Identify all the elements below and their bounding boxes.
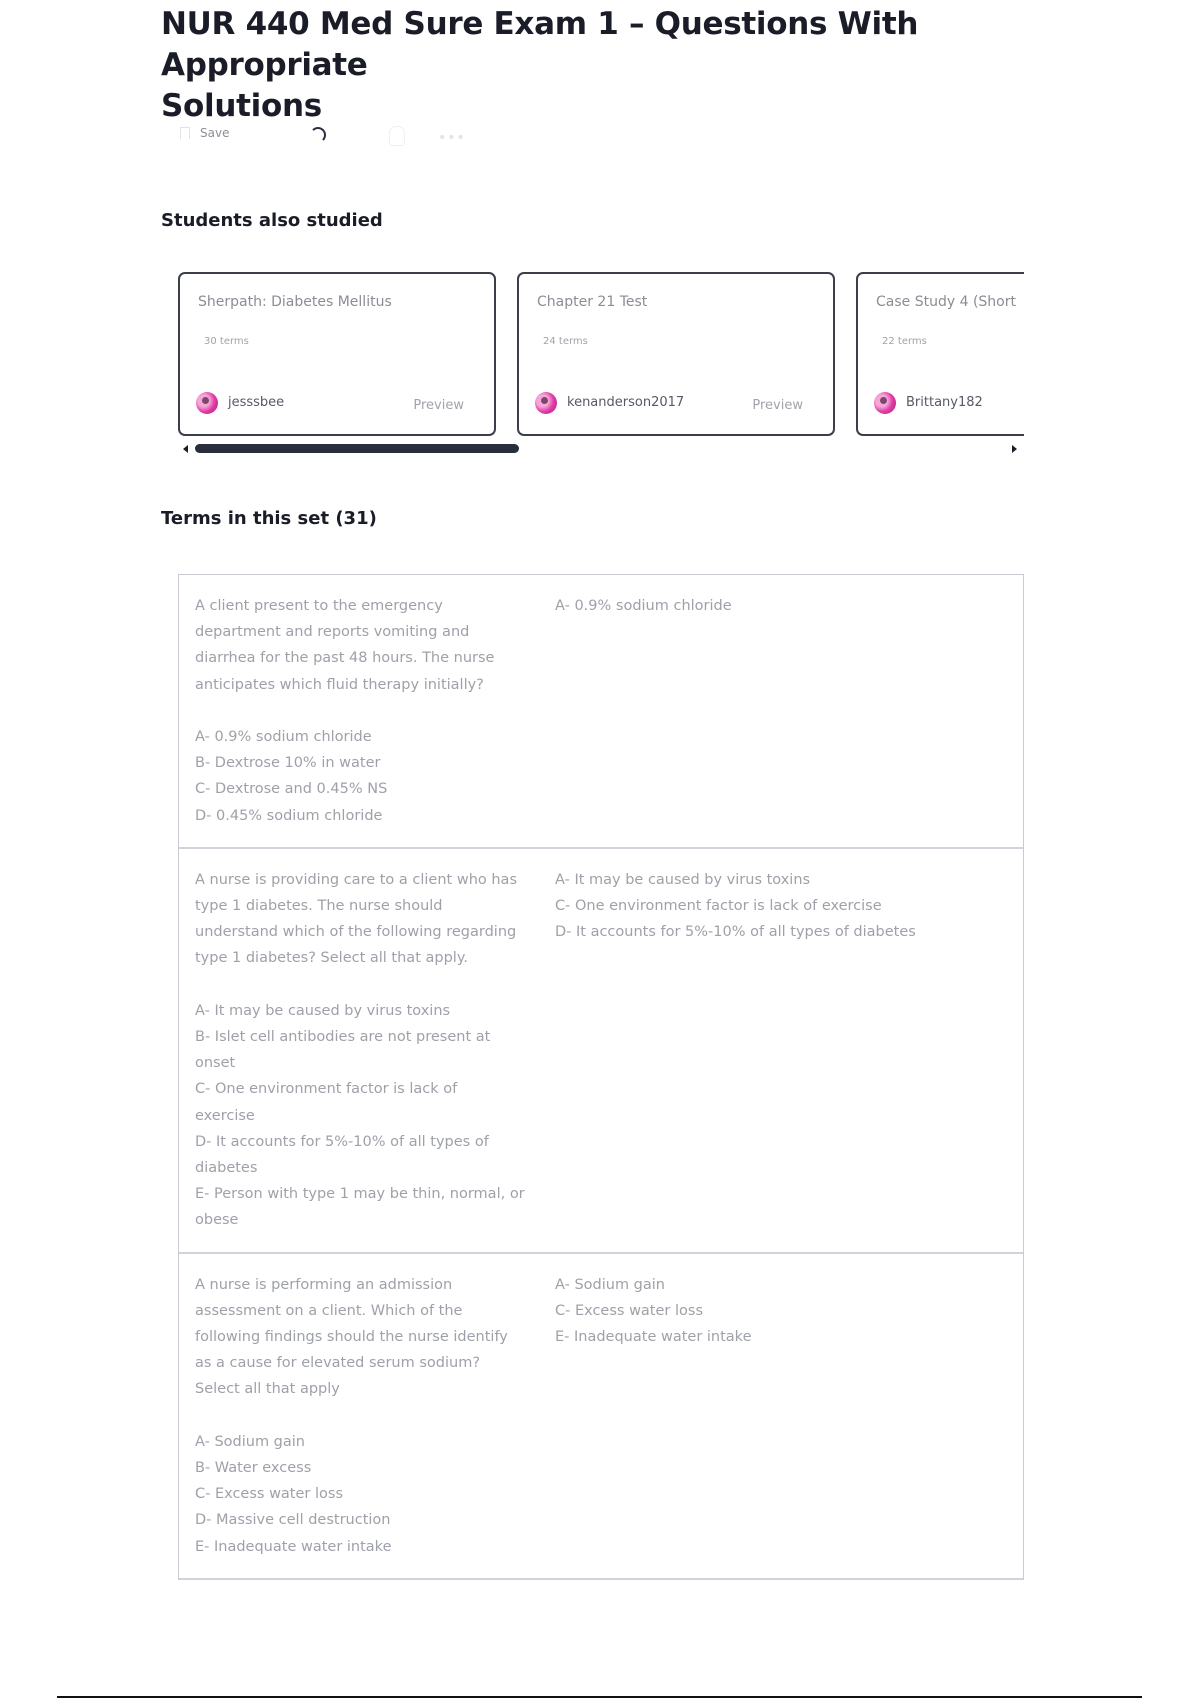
term-question-line: diarrhea for the past 48 hours. The nurse (195, 650, 495, 667)
loading-spinner-icon (310, 127, 326, 143)
study-set-carousel[interactable] (178, 272, 1024, 452)
term-question-line: anticipates which fluid therapy initially? (195, 676, 484, 693)
term-question-line: A client present to the emergency (195, 598, 443, 614)
term-answer-line: C- Excess water loss (555, 1302, 703, 1319)
scrollbar-thumb[interactable] (195, 444, 519, 453)
term-row[interactable] (179, 1254, 1023, 1580)
term-question-line: A- It may be caused by virus toxins (195, 1002, 451, 1019)
students-also-studied-heading: Students also studied (161, 210, 383, 231)
save-button[interactable] (180, 126, 229, 140)
term-question-line: D- Massive cell destruction (195, 1512, 391, 1529)
term-question-line: A- Sodium gain (195, 1433, 305, 1450)
term-question-line: B- Water excess (195, 1460, 312, 1477)
term-question-line: E- Person with type 1 may be thin, normal, or (195, 1186, 525, 1203)
term-answer (555, 867, 1023, 1234)
term-question-line: A nurse is providing care to a client who has (195, 871, 517, 888)
term-question-line: diabetes (195, 1160, 258, 1177)
term-question-line: assessment on a client. Which of the (195, 1302, 463, 1319)
card-title: Sherpath: Diabetes Mellitus (198, 294, 392, 310)
term-question-line: as a cause for elevated serum sodium? (195, 1355, 481, 1372)
save-label: Save (200, 126, 230, 140)
study-set-card[interactable] (517, 272, 835, 436)
scroll-left-arrow-icon[interactable] (183, 445, 188, 453)
term-answer-line: A- 0.9% sodium chloride (555, 598, 732, 614)
card-title: Case Study 4 (Short (876, 294, 1016, 310)
term-question-line: E- Inadequate water intake (195, 1538, 392, 1555)
term-answer (555, 1272, 1023, 1560)
card-username[interactable]: kenanderson2017 (567, 395, 685, 410)
preview-button[interactable]: Preview (413, 398, 464, 413)
term-question-line: Select all that apply (195, 1381, 340, 1398)
term-question-line: B- Dextrose 10% in water (195, 755, 381, 772)
term-question-line: type 1 diabetes. The nurse should (195, 898, 443, 915)
terms-in-set-heading: Terms in this set (31) (161, 508, 377, 529)
term-question-line: B- Islet cell antibodies are not present at (195, 1029, 491, 1046)
card-term-count: 24 terms (543, 336, 588, 347)
page-title (161, 4, 1061, 127)
page-title-line-1: NUR 440 Med Sure Exam 1 – Questions With Appropriate (161, 6, 919, 83)
term-answer-line: A- It may be caused by virus toxins (555, 871, 811, 888)
term-question (195, 867, 555, 1234)
card-title: Chapter 21 Test (537, 294, 648, 310)
term-row[interactable] (179, 575, 1023, 849)
term-row[interactable] (179, 849, 1023, 1254)
bookmark-icon (180, 127, 190, 139)
term-question-line: A- 0.9% sodium chloride (195, 729, 372, 745)
term-question-line: C- Dextrose and 0.45% NS (195, 781, 388, 798)
terms-list (178, 574, 1024, 1580)
page-divider (57, 1696, 1142, 1698)
horizontal-scrollbar[interactable] (195, 444, 1005, 453)
term-question-line: exercise (195, 1107, 255, 1124)
card-term-count: 22 terms (882, 336, 927, 347)
term-answer (555, 593, 1023, 829)
avatar (874, 392, 896, 414)
term-question-line: understand which of the following regarding (195, 924, 517, 941)
term-question-line (195, 1403, 535, 1429)
study-set-card[interactable] (178, 272, 496, 436)
term-answer-line: C- One environment factor is lack of exercise (555, 898, 882, 915)
card-term-count: 30 terms (204, 336, 249, 347)
avatar (535, 392, 557, 414)
term-question (195, 1272, 555, 1560)
term-question-line: A nurse is performing an admission (195, 1276, 453, 1293)
term-answer-line: A- Sodium gain (555, 1276, 665, 1293)
term-question-line: D- It accounts for 5%-10% of all types of (195, 1133, 489, 1150)
toolbar (180, 126, 480, 150)
card-username[interactable]: Brittany182 (906, 395, 983, 410)
term-answer-line: D- It accounts for 5%-10% of all types of diabetes (555, 924, 916, 941)
page-title-line-2: Solutions (161, 88, 322, 124)
card-username[interactable]: jesssbee (228, 395, 285, 410)
study-set-card[interactable] (856, 272, 1024, 436)
more-options-icon[interactable]: ••• (438, 130, 466, 146)
term-question-line: department and reports vomiting and (195, 624, 470, 641)
term-question-line: C- One environment factor is lack of (195, 1081, 458, 1098)
shield-icon[interactable] (389, 126, 405, 146)
term-question-line: type 1 diabetes? Select all that apply. (195, 950, 468, 967)
term-question-line: obese (195, 1212, 239, 1229)
term-question-line (195, 972, 535, 998)
scroll-right-arrow-icon[interactable] (1012, 445, 1017, 453)
term-question-line (195, 698, 535, 724)
avatar (196, 392, 218, 414)
term-question-line: following findings should the nurse identify (195, 1329, 508, 1346)
term-question-line: D- 0.45% sodium chloride (195, 807, 383, 824)
term-answer-line: E- Inadequate water intake (555, 1329, 752, 1346)
term-question-line: onset (195, 1055, 236, 1072)
term-question (195, 593, 555, 829)
preview-button[interactable]: Preview (752, 398, 803, 413)
term-question-line: C- Excess water loss (195, 1486, 343, 1503)
